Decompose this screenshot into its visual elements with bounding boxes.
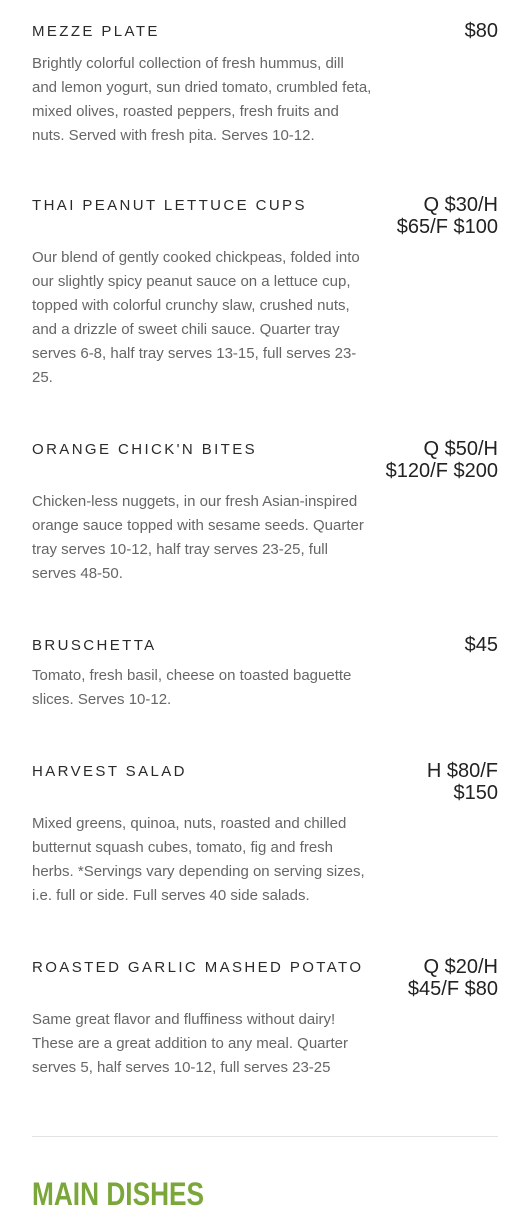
menu-item-thai-peanut-lettuce-cups [32, 194, 498, 390]
item-description: Same great flavor and fluffiness without dairy! These are a great addition to any meal. Quarter serves 5, half serves 10-12, full serves 23-25 [32, 1011, 349, 1076]
menu-item-harvest-salad [32, 760, 498, 908]
item-description: Brightly colorful collection of fresh hummus, dill and lemon yogurt, sun dried tomato, crumbled feta, mixed olives, roasted peppers, fresh fruits and nuts. Served with fresh pita. Serves 10-12. [32, 55, 372, 144]
item-description: Our blend of gently cooked chickpeas, folded into our slightly spicy peanut sauce on a lettuce cup, topped with colorful crunchy slaw, crushed nuts, and a drizzle of sweet chili sauce. Quarter tray serves 6-8, half tray serves 13-15, full serves 23-25. [32, 249, 360, 386]
item-price: Q $30/H $65/F $100 [396, 194, 498, 238]
menu-item-orange-chickn-bites [32, 438, 498, 586]
section-divider [32, 1136, 498, 1137]
item-name: MEZZE PLATE [32, 23, 160, 40]
item-description: Mixed greens, quinoa, nuts, roasted and chilled butternut squash cubes, tomato, fig and fresh herbs. *Servings vary depending on serving sizes, i.e. full or side. Full serves 40 side salads. [32, 815, 365, 904]
item-description: Tomato, fresh basil, cheese on toasted baguette slices. Serves 10-12. [32, 667, 352, 708]
section-title: MAIN DISHES [32, 1176, 205, 1212]
item-price: Q $50/H $120/F $200 [385, 438, 498, 482]
item-name: ROASTED GARLIC MASHED POTATO [32, 959, 364, 976]
item-name: ORANGE CHICK'N BITES [32, 441, 258, 458]
item-price: H $80/F $150 [426, 760, 498, 804]
item-name: HARVEST SALAD [32, 763, 187, 780]
item-price: $80 [464, 20, 498, 42]
item-name: BRUSCHETTA [32, 637, 157, 654]
item-description: Chicken-less nuggets, in our fresh Asian-inspired orange sauce topped with sesame seeds. Quarter tray serves 10-12, half tray serves 23-25, full serves 48-50. [32, 493, 364, 582]
menu-item-roasted-garlic-mashed-potato [32, 956, 498, 1080]
menu-item-mezze-plate [32, 20, 498, 148]
item-name: THAI PEANUT LETTUCE CUPS [32, 197, 307, 214]
menu-item-bruschetta [32, 634, 498, 712]
item-price: $45 [464, 634, 498, 656]
item-price: Q $20/H $45/F $80 [407, 956, 498, 1000]
